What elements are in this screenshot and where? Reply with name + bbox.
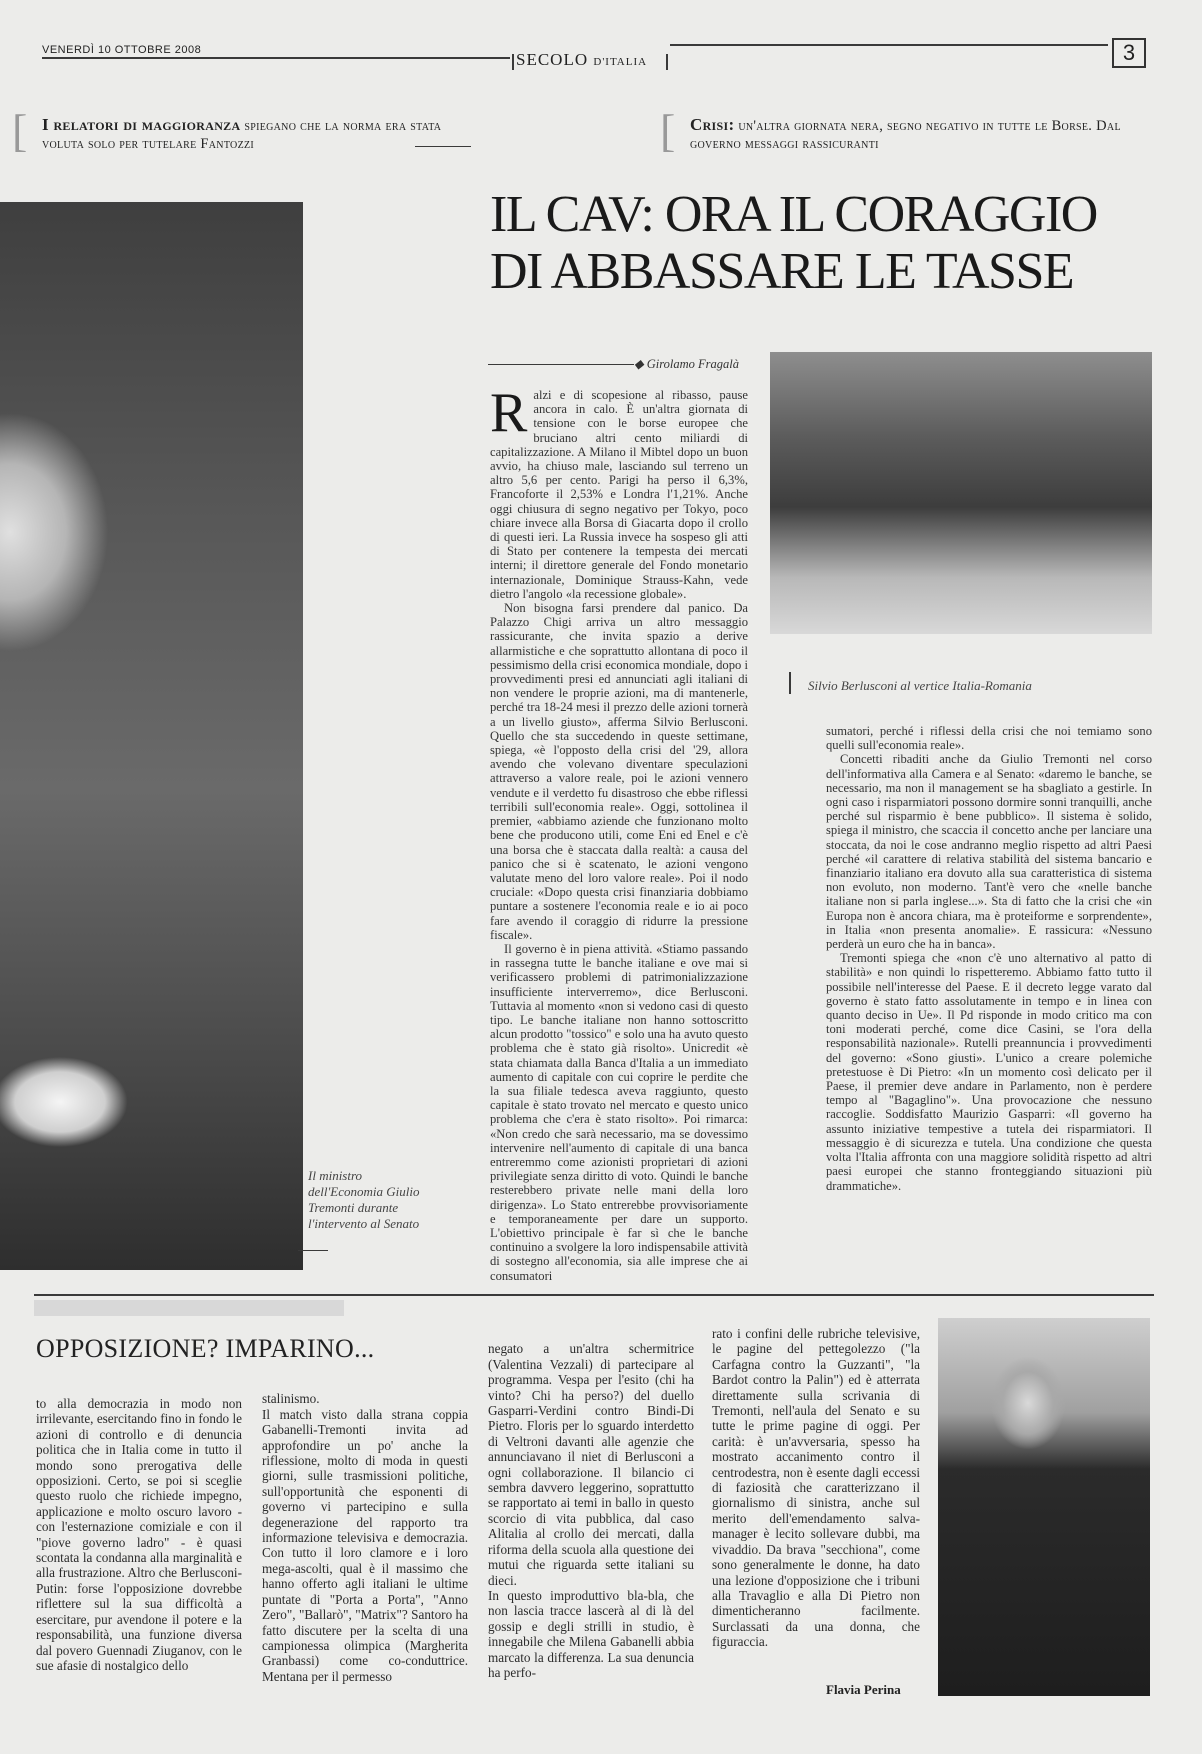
left-caption-rule <box>298 1250 328 1251</box>
kicker-right-lead: Crisi: <box>690 115 735 134</box>
opinion-author: Flavia Perina <box>826 1682 901 1697</box>
kicker-bracket-left: [ <box>12 105 28 156</box>
kicker-left <box>42 116 482 153</box>
opinion-column-1 <box>36 1396 242 1732</box>
masthead-rule-tick-left <box>512 54 514 70</box>
kicker-right <box>690 116 1160 153</box>
photo-caption-marker <box>789 672 791 694</box>
kicker-left-rule <box>415 146 471 147</box>
kicker-bracket-right: [ <box>660 105 676 156</box>
masthead-rule-right <box>670 44 1108 46</box>
opinion-title: OPPOSIZIONE? IMPARINO... <box>36 1334 375 1363</box>
left-photo-caption: Il ministro dell'Economia Giulio Tremonti durante l'intervento al Senato <box>308 1168 420 1231</box>
author-photo <box>938 1318 1150 1696</box>
newspaper-name-main: SECOLO <box>516 50 589 69</box>
opinion-col2-text: stalinismo. Il match visto dalla strana coppia Gabanelli-Tremonti invita ad approfondire un po' anche la riflessione, molto di moda in questi giorni, sulle trasmissioni politiche, sull'opportunità che esponenti di governo vi partecipino e sulla degenerazione del rapporto tra informazione televisiva e democrazia. Con tutto il loro clamore e i loro mega-ascolti, qual è il massimo che hanno offerto agli italiani le ultime puntate di "Porta a Porta", "Anno Zero", "Ballarò", "Matrix"? Santoro ha fatto discutere per la scelta di una campionessa olimpica (Margherita Granbassi) come co-conduttrice. Mentana per il permesso <box>262 1391 468 1684</box>
byline-author: Girolamo Fragalà <box>646 357 739 371</box>
drop-cap: R <box>490 382 528 444</box>
section-band <box>34 1300 344 1316</box>
byline-rule <box>488 364 634 365</box>
main-headline <box>490 186 1180 300</box>
section-divider <box>34 1294 1154 1296</box>
masthead-rule-tick-right <box>666 54 668 70</box>
byline: ◆ Girolamo Fragalà <box>634 357 739 371</box>
article-paragraph-1-text: alzi e di scopesione al ribasso, pause ancora in calo. È un'altra giornata di tensione con le borse europee che bruciano altri cento miliardi di capitalizzazione. A Milano il Mibtel dopo un buon avvio, ha chiuso male, lasciando sul terreno un altro 5,6 per cento. Parigi ha perso il 6,3%, Francoforte il 2,53% e Londra l'1,21%. Anche oggi chiusura di segno negativo per Tokyo, poco chiare invece alla Borsa di Giacarta dopo il crollo di questi ieri. La Russia invece ha sospeso gli atti di Stato per contenere la tempesta dei mercati interni; il direttore generale del Fondo monetario internazionale, Dominique Strauss-Kahn, vede dietro l'angolo «la recessione globale». <box>490 388 748 601</box>
article-col2-paragraph-2: Concetti ribaditi anche da Giulio Tremonti nel corso dell'informativa alla Camera e al Senato: «daremo le banche, se necessario, ma non il management se ha sbagliato a gestirle. In ogni caso i risparmiatori possono dormire sonni tranquilli, anche perché sul risparmio è bene pubblico». Il sistema è solido, spiega il ministro, che scaccia il concetto anche per lanciare una stoccata, da noi le cose andranno meglio rispetto ad altri Paesi perché «il carattere di relativa stabilità del sistema bancario e finanziario italiano era dovuto alla sua caratteristica di sistema non evoluto, non moderno. Tant'è vero che «nelle banche italiane non si parla inglese...». Sta di fatto che la crisi che «in Europa non è ancora chiara, ma è proteiforme e sorprendente», in Italia «non presenta anomalie». E rassicura: «Nessuno perderà un euro che ha in banca». <box>826 752 1152 952</box>
photo-caption: Silvio Berlusconi al vertice Italia-Romania <box>808 678 1032 693</box>
opinion-column-4 <box>712 1326 920 1686</box>
kicker-left-rest: spiegano che la norma era stata voluta solo per tutelare Fantozzi <box>42 118 442 152</box>
newspaper-name <box>516 50 647 70</box>
masthead-date: VENERDÌ 10 OTTOBRE 2008 <box>42 44 202 56</box>
article-col2-paragraph-3: Tremonti spiega che «non c'è uno alternativo al patto di stabilità» e non quindi lo rispetteremo. Abbiamo fatto tutto il possibile nell'interesse del Paese. E il decreto legge varato dal governo è stato fatto assolutamente in tempo e in linea con quanto deciso in Ue». Il Pd risponde in modo critico ma con toni moderati perché, come dice Casini, se l'ora della responsabilità nazionale». Rutelli preannuncia i provvedimenti del governo: «Sono giusti». L'unico a creare polemiche pretestuose è Di Pietro: «In un momento così delicato per il Paese, il premier deve andare in Parlamento, non è perdere tempo al "Bagaglino"». Una provocazione che nessuno raccoglie. Soddisfatto Maurizio Gasparri: «Il governo ha assunto iniziative tempestive a tutela dei risparmiatori. Il messaggio è di sicurezza e tutela. Una condizione che questa volta l'Italia affronta con una maggiore solidità rispetto ad altri paesi europei che stanno fronteggiando situazioni più drammatiche». <box>826 951 1152 1193</box>
article-col2-paragraph-1: sumatori, perché i riflessi della crisi che noi temiamo sono quelli sull'economia reale». <box>826 724 1152 753</box>
opinion-col4-text: rato i confini delle rubriche televisive, le pagine del pettegolezzo ("la Carfagna contro la Guzzanti", "la Bardot contro la Palin") ed è atterrata direttamente sulla scrivania di Tremonti, nell'aula del Senato e su tutte le prime pagine di oggi. Per carità: è un'avversaria, spesso ha mostrato accanimento contro il centrodestra, non è esente dagli eccessi di faziosità che caratterizzano il giornalismo di sinistra, anche sul merito dell'emendamento salva-manager è lecito sollevare dubbi, ma vivaddio. Da brava "secchiona", come sono generalmente le donne, ha dato una lezione d'opposizione che i tribuni alla Travaglio e alla Di Pietro non dimenticheranno facilmente. Surclassati da una donna, che figuraccia. <box>712 1326 920 1650</box>
opinion-col1-text: to alla democrazia in modo non irrilevante, esercitando fino in fondo le azioni di controllo e di denuncia politica che in Italia come in tutto il mondo sono prerogativa delle opposizioni. Certo, se poi si sceglie questo ruolo che richiede impegno, applicazione e molto oscuro lavoro - con l'esternazione comiziale e con il "piove governo ladro" - è quasi scontata la condanna alla marginalità e alla frustrazione. Altro che Berlusconi-Putin: forse l'opposizione dovrebbe riflettere sul la sua difficoltà a esercitare, pur avendone il potere e la responsabilità, una funzione diversa dal povero Guennadi Ziuganov, con le sue afasie di nostalgico dello <box>36 1396 242 1673</box>
article-column-2 <box>826 724 1152 1268</box>
article-paragraph-3: Il governo è in piena attività. «Stiamo passando in rassegna tutte le banche italiane e ove mai si verificassero problemi di patrimonializzazione insufficiente interverremo», dice Berlusconi. Tuttavia al momento «non si vedono casi di questo tipo. Le banche italiane non hanno sottoscritto alcun prodotto "tossico" e solo una ha avuto questo problema che è stato già risolto». Unicredit «è stata chiamata dalla Banca d'Italia a un immediato aumento di capitale con cui coprire le perdite che la sua filiale tedesca aveva raggiunto, questo capitale è stato trovato nel mercato e questo unico problema che c'era è stato risolto». Poi rimarca: «Non credo che sarà necessario, ma se dovessimo intervenire nell'aumento di capitale di una banca entreremmo come azionisti proprietari di azioni privilegiate senza diritto di voto. Quindi le banche resterebbero private nelle mani della loro dirigenza». Lo Stato entrerebbe provvisoriamente e temporaneamente per dare un supporto. L'obiettivo principale è far sì che le banche continuino a svolgere la loro indispensabile attività di sostegno all'economia, sia alle imprese che ai consumatori <box>490 941 748 1283</box>
article-column-1 <box>490 382 748 1283</box>
kicker-left-lead: I relatori di maggioranza <box>42 115 241 134</box>
opinion-column-3 <box>488 1326 694 1732</box>
article-paragraph-1 <box>490 382 748 601</box>
page-number: 3 <box>1112 38 1146 68</box>
opinion-column-2 <box>262 1376 468 1732</box>
kicker-right-rest: un'altra giornata nera, segno negativo in tutte le Borse. Dal governo messaggi rassicuranti <box>690 118 1121 152</box>
newspaper-name-suffix: D'ITALIA <box>593 56 648 68</box>
article-paragraph-2: Non bisogna farsi prendere dal panico. Da Palazzo Chigi arriva un altro messaggio rassicurante, che invita spazio a derive allarmistiche e che soprattutto allontana di poco il pessimismo della crisi economica mondiale, dopo i provvedimenti presi ed annunciati agli italiani di non vendere le proprie azioni, ma di mantenerle, perché tra 18-24 mesi il prezzo delle azioni tornerà a un livello giusto», afferma Silvio Berlusconi. Quello che sta succedendo in queste settimane, spiega, «è l'opposto della crisi del '29, allora avendo che volevano diventare speculazioni attraverso a valore reale, poi le azioni vennero vendute e il verdetto fu disastroso che ebbe riflessi terribili sull'economia reale». Oggi, sottolinea il premier, «abbiamo aziende che funzionano molto bene che producono utili, come Eni ed Enel e c'è una borsa che è staccata dalla realtà: a causa del panico che si è scatenato, le azioni vengono valutate meno del loro valore reale». Poi il nodo cruciale: «Dopo questa crisi finanziaria dobbiamo puntare a sostenere l'economia reale e io ai poco fare avendo il coraggio di ridurre la pressione fiscale». <box>490 601 748 942</box>
headline-line-1: IL CAV: ORA IL CORAGGIO <box>490 186 1097 243</box>
tremonti-photo <box>0 202 303 1270</box>
headline-line-2: DI ABBASSARE LE TASSE <box>490 243 1074 300</box>
opinion-col3-text: negato a un'altra schermitrice (Valentina Vezzali) di partecipare al programma. Vespa per l'esito (chi ha vinto? Chi ha perso?) del duello Gasparri-Verdini contro Bindi-Di Pietro. Floris per lo sguardo interdetto di Veltroni davanti alle agenzie che annunciavano il niet di Berlusconi a ogni collaborazione. Il bilancio ci sembra davvero leggerino, soprattutto se rapportato ai temi in ballo in questo scorcio di vita pubblica, dal caso Alitalia al crollo dei mercati, dalla riforma della scuola alla questione dei mutui che riguarda sette italiani su dieci. In questo improduttivo bla-bla, che non lascia tracce lascerà al di là del gossip e degli strilli in studio, è innegabile che Milena Gabanelli abbia marcato la differenza. La sua denuncia ha perfo- <box>488 1341 694 1680</box>
berlusconi-photo <box>770 352 1152 634</box>
masthead-rule-left <box>42 57 510 59</box>
